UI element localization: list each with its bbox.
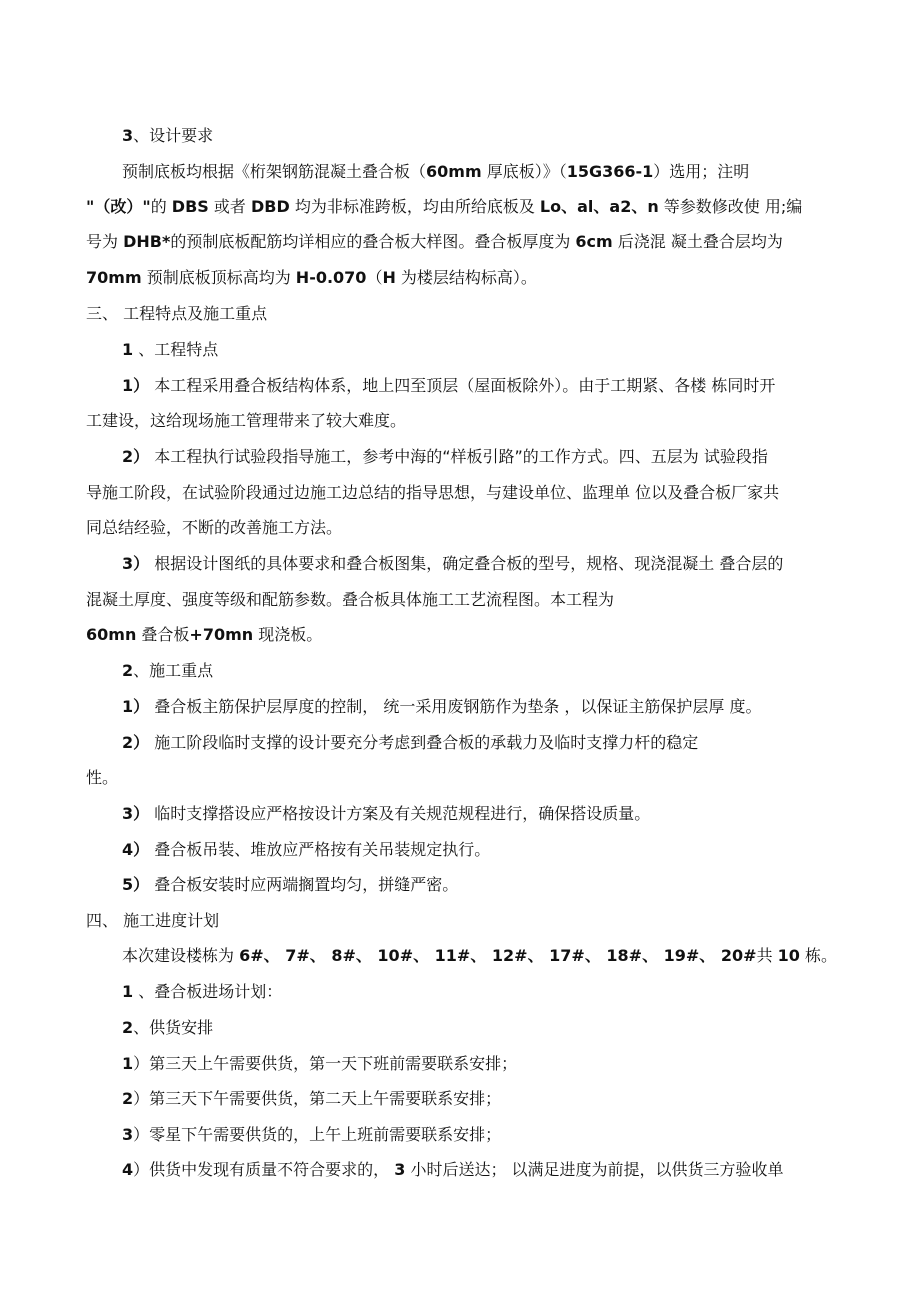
paragraph-line [122,162,749,182]
section-title: 、工程特点 [133,340,219,359]
list-item [122,447,768,467]
text-run: 15G366-1 [566,162,654,181]
list-item [122,1054,517,1074]
section-number: 1 [122,340,134,359]
text-run: DBD [250,197,290,216]
text-run: 根据设计图纸的具体要求和叠合板图集，确定叠合板的型号，规格、现浇混凝土 叠合层的 [149,554,784,573]
paragraph-line [86,232,783,252]
text-run: 预制底板顶标高均为 [141,268,296,287]
list-item [122,697,762,717]
text-run: 为楼层结构标高）。 [395,268,537,287]
paragraph-line [86,197,802,217]
list-item [122,840,490,860]
text-run: 3 [394,1160,406,1179]
list-item [122,1160,784,1180]
paragraph-line [86,268,537,288]
text-run: 60mn [86,625,137,644]
section-title: 、供货安排 [133,1018,214,1037]
text-run: 本工程采用叠合板结构体系，地上四至顶层（屋面板除外）。由于工期紧、各楼 栋同时开 [149,376,776,395]
text-run: DBS [171,197,209,216]
text-run: 厚底板）》（ [481,162,567,181]
text-run: ）零星下午需要供货的，上午上班前需要联系安排； [133,1125,502,1144]
item-number: 1） [122,697,150,716]
text-run: 后浇混 凝土叠合层均为 [612,232,783,251]
text-run: ）第三天下午需要供货，第二天上午需要联系安排； [133,1089,502,1108]
section-title: 、施工重点 [133,661,214,680]
section-heading: 三、 工程特点及施工重点 [86,304,268,323]
section-title: 、叠合板进场计划： [133,982,283,1001]
text-run: 叠合板 [136,625,190,644]
text-run: Lo、al、a2、n [539,197,659,216]
text-run: 均为非标准跨板，均由所给底板及 [289,197,540,216]
text-run: 施工阶段临时支撑的设计要充分考虑到叠合板的承载力及临时支撑力杆的稳定 [149,733,699,752]
item-number: 3） [122,554,150,573]
item-number: 1） [122,376,150,395]
text-run: 预制底板均根据《桁架钢筋混凝土叠合板（ [122,162,427,181]
text-run: "（改）" [86,197,151,216]
paragraph-line [122,946,837,966]
item-number: 4） [122,840,150,859]
text-run: 本工程执行试验段指导施工，参考中海的“样板引路”的工作方式。四、五层为 试验段指 [149,447,768,466]
text-run: 70mm [86,268,142,287]
paragraph-line: 工建设，这给现场施工管理带来了较大难度。 [86,411,407,430]
text-run: 的预制底板配筋均详相应的叠合板大样图。叠合板厚度为 [170,232,576,251]
item-number: 1 [122,1054,134,1073]
subsection-heading [122,1018,213,1038]
list-item [122,554,783,574]
text-run: 叠合板安装时应两端搁置均匀，拼缝严密。 [149,875,459,894]
building-count: 10 [777,946,800,965]
subsection-heading [122,340,218,360]
item-number: 2） [122,447,150,466]
list-item [122,376,775,396]
text-run: ）第三天上午需要供货，第一天下班前需要联系安排； [133,1054,518,1073]
text-run: 叠合板吊装、堆放应严格按有关吊装规定执行。 [149,840,491,859]
text-run: 或者 [208,197,251,216]
text-run: 叠合板主筋保护层厚度的控制， 统一采用废钢筋作为垫条 ，以保证主筋保护层厚 度。 [149,697,762,716]
item-number: 5） [122,875,150,894]
list-item [122,733,698,753]
text-run: 本次建设楼栋为 [122,946,240,965]
section-3-heading [122,126,213,146]
text-run: （ [366,268,383,287]
text-run: DHB* [123,232,171,251]
paragraph-line [86,625,322,645]
subsection-heading [122,982,282,1002]
text-run: ）选用；注明 [653,162,750,181]
section-number: 2 [122,1018,134,1037]
section-number: 2 [122,661,134,680]
section-number: 1 [122,982,134,1001]
text-run: H [382,268,396,287]
text-run: H-0.070 [295,268,367,287]
section-heading: 四、 施工进度计划 [86,911,220,930]
item-number: 4 [122,1160,134,1179]
text-run: 等参数修改使 用;编 [658,197,803,216]
list-item [122,1089,501,1109]
item-number: 3 [122,1125,134,1144]
text-run: 现浇板。 [253,625,323,644]
text-run: 的 [150,197,172,216]
item-number: 3） [122,804,150,823]
list-item [122,875,458,895]
text-run: 小时后送达； 以满足进度为前提，以供货三方验收单 [405,1160,784,1179]
text-run: 号为 [86,232,124,251]
text-run: 栋。 [799,946,838,965]
item-number: 2 [122,1089,134,1108]
list-item [122,1125,501,1145]
list-item [122,804,650,824]
text-run: 临时支撑搭设应严格按设计方案及有关规范规程进行，确保搭设质量。 [149,804,651,823]
paragraph-line: 导施工阶段，在试验阶段通过边施工边总结的指导思想，与建设单位、监理单 位以及叠合板厂家共 [86,483,780,502]
text-run: 共 [756,946,778,965]
paragraph-line: 同总结经验，不断的改善施工方法。 [86,518,343,537]
paragraph-line: 混凝土厚度、强度等级和配筋参数。叠合板具体施工工艺流程图。本工程为 [86,590,615,609]
paragraph-line: 性。 [86,768,119,787]
building-list: 6#、 7#、 8#、 10#、 11#、 12#、 17#、 18#、 19#、 20# [239,946,757,965]
text-run: ）供货中发现有质量不符合要求的， [133,1160,395,1179]
text-run: +70mn [189,625,254,644]
text-run: 60mm [426,162,482,181]
text-run: 6cm [575,232,613,251]
section-title: 、设计要求 [133,126,214,145]
item-number: 2） [122,733,150,752]
subsection-heading [122,661,213,681]
section-number: 3 [122,126,134,145]
